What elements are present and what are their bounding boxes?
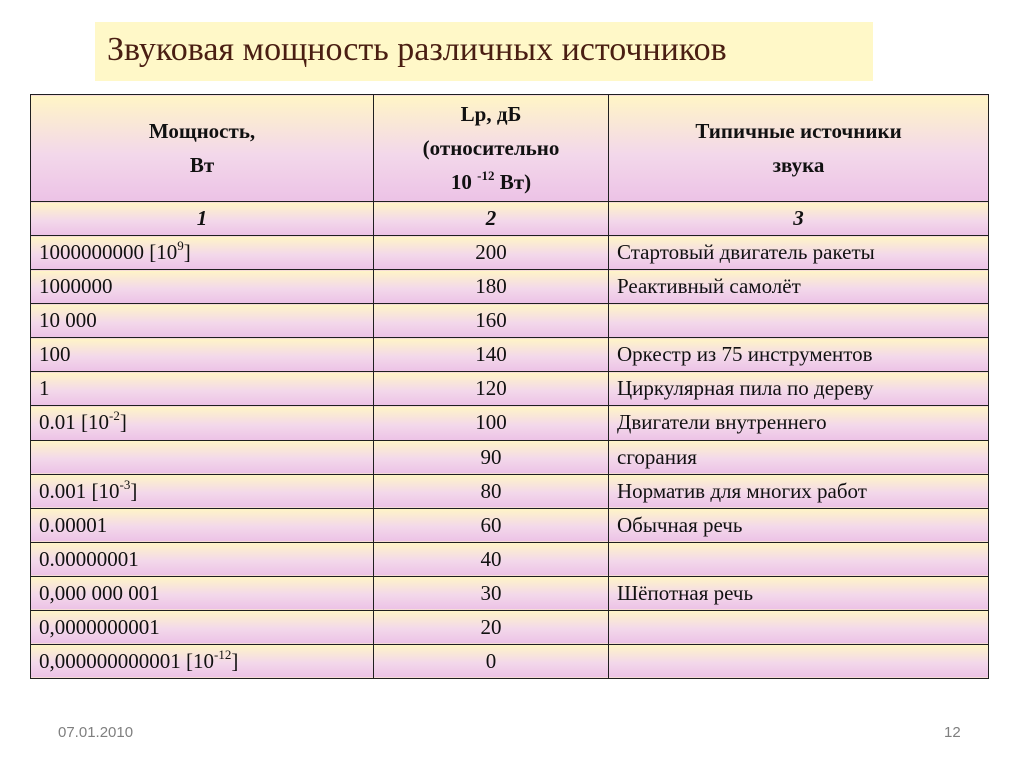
header-level: Lp, дБ (относительно 10 $^{-12}$ Вт) xyxy=(374,95,609,202)
level-cell: 200 xyxy=(374,236,609,270)
power-cell: 0.00000001 xyxy=(31,542,374,576)
power-cell: 0,000000000001 $[10^{-12}]$ xyxy=(31,644,374,678)
source-cell: Оркестр из 75 инструментов xyxy=(609,338,989,372)
table-header-row xyxy=(31,95,989,202)
source-cell: Обычная речь xyxy=(609,508,989,542)
power-cell: 1000000 xyxy=(31,270,374,304)
index-cell: 3 xyxy=(609,202,989,236)
level-cell: 100 xyxy=(374,406,609,440)
level-cell: 140 xyxy=(374,338,609,372)
table-row xyxy=(31,236,989,270)
table-row xyxy=(31,576,989,610)
table-body xyxy=(31,236,989,679)
power-cell: 10 000 xyxy=(31,304,374,338)
table-index-row xyxy=(31,202,989,236)
power-cell: 100 xyxy=(31,338,374,372)
table-row xyxy=(31,338,989,372)
source-cell: Норматив для многих работ xyxy=(609,474,989,508)
source-cell xyxy=(609,304,989,338)
level-cell: 20 xyxy=(374,610,609,644)
power-cell: 0,0000000001 xyxy=(31,610,374,644)
power-cell: 0,000 000 001 xyxy=(31,576,374,610)
table-row xyxy=(31,304,989,338)
source-cell: Шёпотная речь xyxy=(609,576,989,610)
index-cell: 1 xyxy=(31,202,374,236)
level-cell: 60 xyxy=(374,508,609,542)
source-cell: сгорания xyxy=(609,440,989,474)
power-cell xyxy=(31,440,374,474)
header-power: Мощность, Вт xyxy=(31,95,374,202)
sound-power-table xyxy=(30,94,989,679)
table-row xyxy=(31,644,989,678)
source-cell: Циркулярная пила по дереву xyxy=(609,372,989,406)
level-cell: 180 xyxy=(374,270,609,304)
table-row xyxy=(31,508,989,542)
source-cell: Двигатели внутреннего xyxy=(609,406,989,440)
power-cell: 0.01 $[10^{-2}]$ xyxy=(31,406,374,440)
power-cell: 1000000000 $[10^9]$ xyxy=(31,236,374,270)
index-cell: 2 xyxy=(374,202,609,236)
level-cell: 0 xyxy=(374,644,609,678)
table-row xyxy=(31,270,989,304)
table-row xyxy=(31,406,989,440)
level-cell: 90 xyxy=(374,440,609,474)
power-cell: 1 xyxy=(31,372,374,406)
source-cell: Стартовый двигатель ракеты xyxy=(609,236,989,270)
header-sources: Типичные источники звука xyxy=(609,95,989,202)
source-cell xyxy=(609,542,989,576)
table-row xyxy=(31,542,989,576)
page-number: 12 xyxy=(944,724,961,741)
power-cell: 0.00001 xyxy=(31,508,374,542)
source-cell xyxy=(609,610,989,644)
footer-date: 07.01.2010 xyxy=(58,724,134,741)
slide-title: Звуковая мощность различных источников xyxy=(107,31,727,68)
title-box xyxy=(95,22,873,81)
level-cell: 120 xyxy=(374,372,609,406)
level-cell: 40 xyxy=(374,542,609,576)
table-row xyxy=(31,440,989,474)
source-cell xyxy=(609,644,989,678)
table-row xyxy=(31,610,989,644)
level-cell: 80 xyxy=(374,474,609,508)
source-cell: Реактивный самолёт xyxy=(609,270,989,304)
level-cell: 160 xyxy=(374,304,609,338)
level-cell: 30 xyxy=(374,576,609,610)
table-row xyxy=(31,372,989,406)
table-row xyxy=(31,474,989,508)
power-cell: 0.001 $[10^{-3}]$ xyxy=(31,474,374,508)
